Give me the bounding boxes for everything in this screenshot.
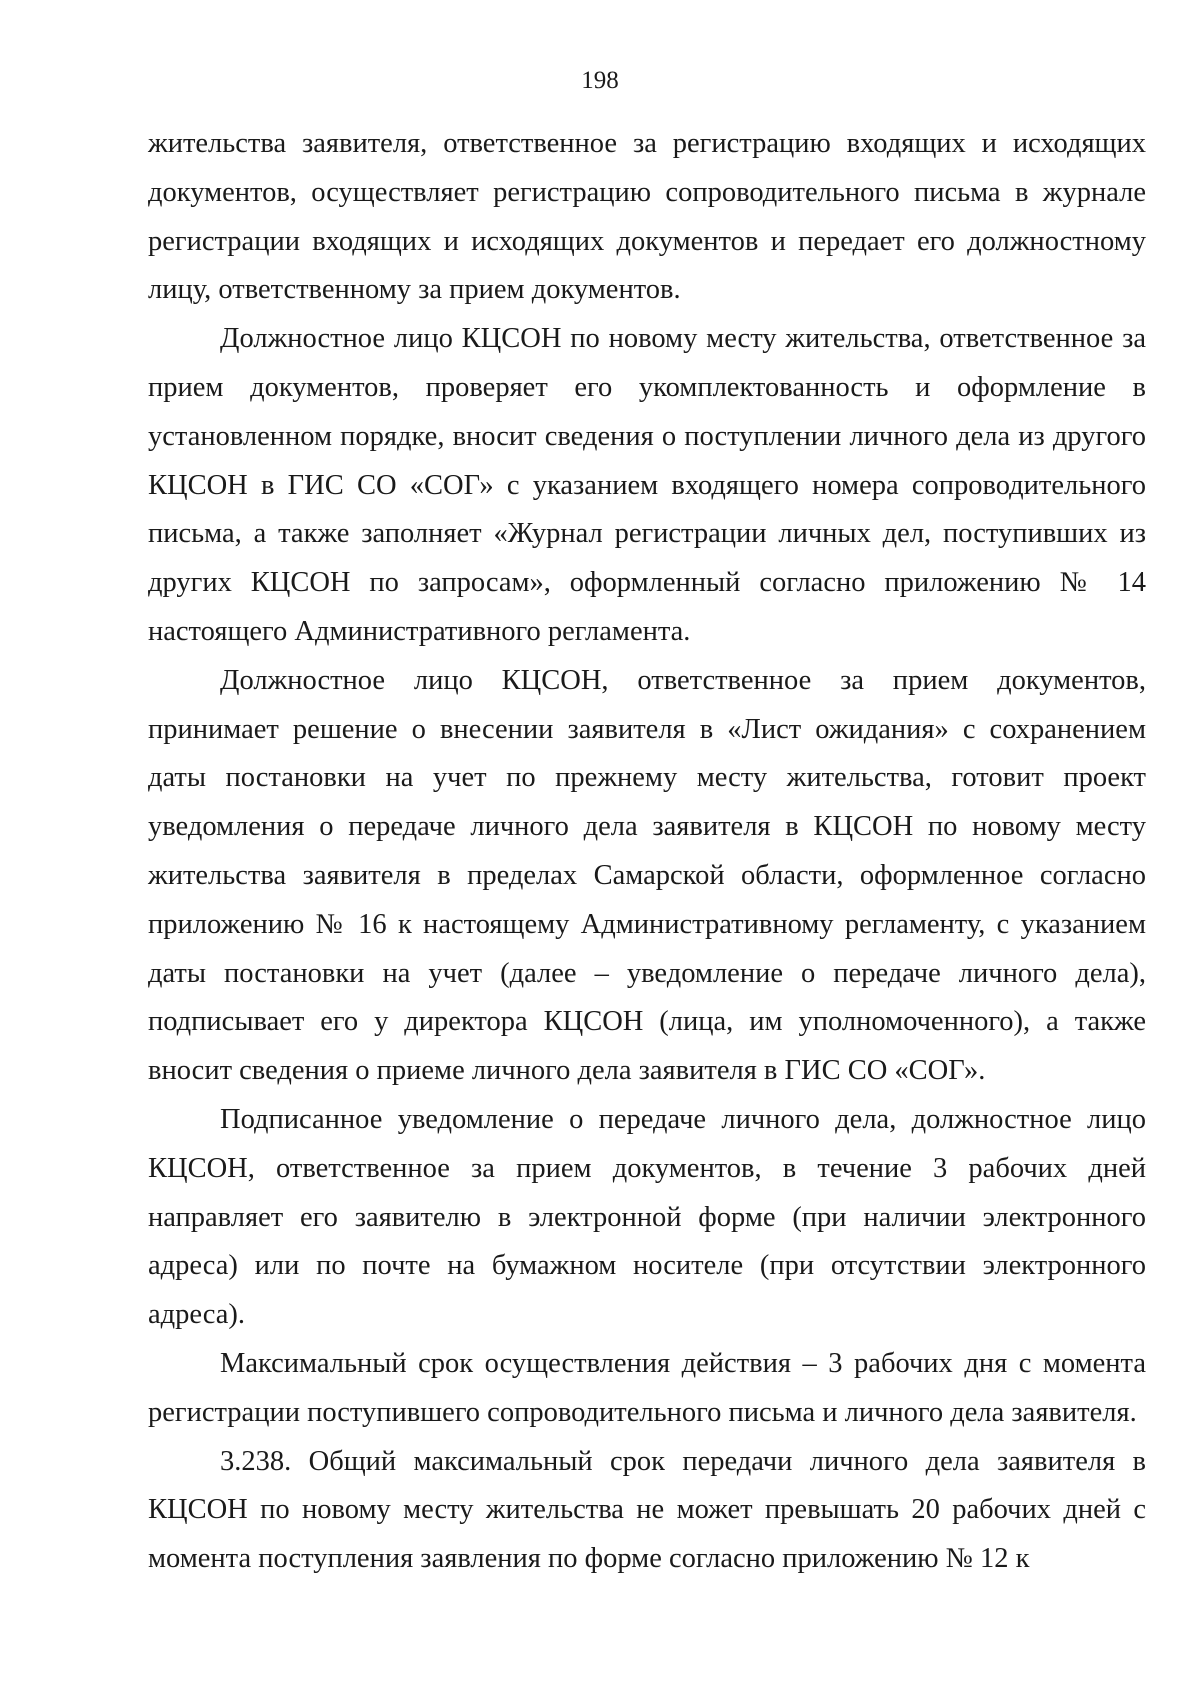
paragraph-notification: Подписанное уведомление о передаче личного дела, должностное лицо КЦСОН, ответственное за прием документов, в течение 3 рабочих дней направляет его заявителю в электронной форме (при наличии электронного адреса) или по почте на бумажном носителе (при отсутствии электронного адреса). — [148, 1103, 1146, 1331]
page-number: 198 — [581, 67, 619, 94]
paragraph-max-term: Максимальный срок осуществления действия – 3 рабочих дня с момента регистрации поступившего сопроводительного письма и личного дела заявителя. — [148, 1347, 1146, 1428]
document-body — [148, 120, 1146, 1584]
paragraph-continuation: жительства заявителя, ответственное за регистрацию входящих и исходящих документов, осуществляет регистрацию сопроводительного письма в журнале регистрации входящих и исходящих документов и передает его должностному лицу, ответственному за прием документов. — [148, 128, 1146, 306]
paragraph-waiting-list: Должностное лицо КЦСОН, ответственное за прием документов, принимает решение о внесении заявителя в «Лист ожидания» с сохранением даты постановки на учет по прежнему месту жительства, готовит проект уведомления о передаче личного дела заявителя в КЦСОН по новому месту жительства заявителя в пределах Самарской области, оформленное согласно приложению № 16 к настоящему Административному регламенту, с указанием даты постановки на учет (далее – уведомление о передаче личного дела), подписывает его у директора КЦСОН (лица, им уполномоченного), а также вносит сведения о приеме личного дела заявителя в ГИС СО «СОГ». — [148, 664, 1146, 1087]
paragraph-3-238: 3.238. Общий максимальный срок передачи личного дела заявителя в КЦСОН по новому месту жительства не может превышать 20 рабочих дней с момента поступления заявления по форме согласно приложению № 12 к — [148, 1445, 1146, 1575]
paragraph-official-receipt: Должностное лицо КЦСОН по новому месту жительства, ответственное за прием документов, проверяет его укомплектованность и оформление в установленном порядке, вносит сведения о поступлении личного дела из другого КЦСОН в ГИС СО «СОГ» с указанием входящего номера сопроводительного письма, а также заполняет «Журнал регистрации личных дел, поступивших из других КЦСОН по запросам», оформленный согласно приложению № 14 настоящего Административного регламента. — [148, 323, 1146, 647]
